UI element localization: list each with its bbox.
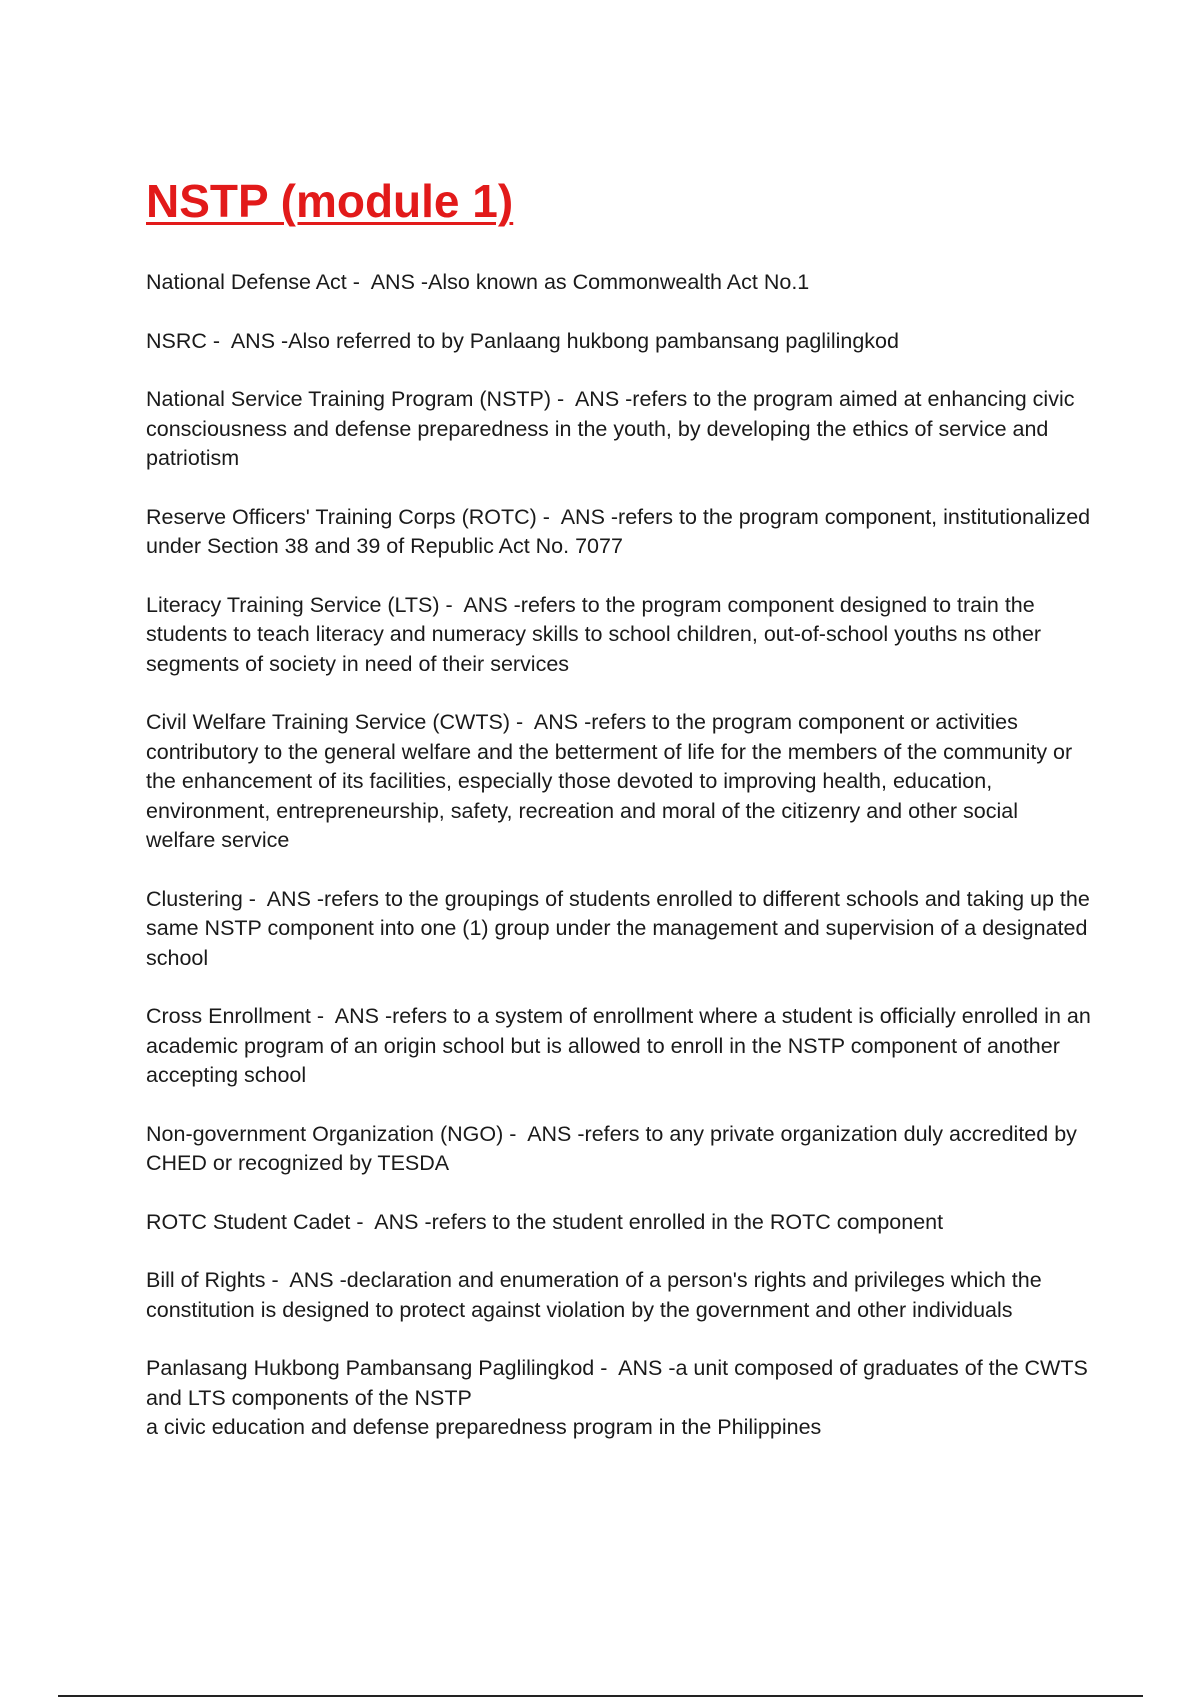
list-item	[146, 327, 1091, 357]
separator: -	[350, 1209, 375, 1234]
term: ROTC Student Cadet	[146, 1209, 351, 1234]
page-divider	[58, 1695, 1143, 1697]
answer: ANS -refers to the program aimed at enhancing civic consciousness and defense preparedness in the youth, by developing the ethics of service and patriotism	[146, 387, 1075, 470]
answer: ANS -refers to the student enrolled in the ROTC component	[374, 1209, 944, 1234]
answer: ANS -a unit composed of graduates of the CWTS and LTS components of the NSTP	[146, 1356, 1088, 1410]
term: Non-government Organization (NGO)	[146, 1121, 504, 1146]
separator: -	[503, 1121, 528, 1146]
list-item	[146, 1266, 1091, 1325]
answer: ANS -declaration and enumeration of a person's rights and privileges which the constitution is designed to protect against violation by the government and other individuals	[146, 1268, 1042, 1322]
separator: -	[536, 504, 561, 529]
term: Panlasang Hukbong Pambansang Paglilingkod	[146, 1356, 595, 1380]
answer: ANS -Also known as Commonwealth Act No.1	[370, 270, 810, 294]
separator: -	[206, 328, 231, 353]
list-item	[146, 268, 1091, 298]
answer: ANS -refers to the program component, institutionalized under Section 38 and 39 of Republic Act No. 7077	[146, 504, 1091, 558]
flashcard-list	[146, 268, 1091, 1472]
separator: -	[509, 710, 534, 734]
answer: ANS -refers to the program component designed to train the students to teach literacy and numeracy skills to school children, out-of-school youths ns other segments of society in need of their services	[146, 592, 1042, 676]
separator: -	[242, 886, 267, 911]
term: NSRC	[146, 328, 207, 353]
term: Bill of Rights	[146, 1268, 266, 1292]
answer: ANS -refers to the program component or activities contributory to the general welfare and the betterment of life for the members of the community or the enhancement of its facilities, especially those devoted to improving health, education, environment, entrepreneurship, safety, recreation and moral of the citizenry and other social welfare service	[146, 710, 1073, 852]
list-item	[146, 1002, 1091, 1091]
separator: -	[439, 592, 464, 617]
page-title: NSTP (module 1)	[146, 175, 514, 227]
separator: -	[346, 270, 371, 294]
term: Clustering	[146, 886, 243, 911]
list-item	[146, 591, 1091, 680]
term: Literacy Training Service (LTS)	[146, 592, 440, 617]
separator: -	[310, 1004, 335, 1028]
separator: -	[265, 1268, 290, 1292]
answer-extra: a civic education and defense preparedness program in the Philippines	[146, 1415, 822, 1439]
answer: ANS -refers to the groupings of students enrolled to different schools and taking up the same NSTP component into one (1) group under the management and supervision of a designated school	[146, 886, 1090, 970]
separator: -	[551, 387, 575, 411]
list-item	[146, 385, 1091, 474]
term: National Service Training Program (NSTP)	[146, 387, 552, 411]
separator: -	[594, 1356, 619, 1380]
term: National Defense Act	[146, 270, 347, 294]
list-item	[146, 503, 1091, 562]
answer: ANS -refers to any private organization duly accredited by CHED or recognized by TESDA	[146, 1121, 1077, 1175]
list-item	[146, 1354, 1091, 1443]
list-item	[146, 1208, 1091, 1238]
list-item	[146, 885, 1091, 974]
answer: ANS -refers to a system of enrollment where a student is officially enrolled in an academic program of an origin school but is allowed to enroll in the NSTP component of another accepting school	[146, 1004, 1091, 1087]
term: Reserve Officers' Training Corps (ROTC)	[146, 504, 537, 529]
list-item	[146, 708, 1091, 856]
term: Cross Enrollment	[146, 1004, 311, 1028]
term: Civil Welfare Training Service (CWTS)	[146, 710, 510, 734]
list-item	[146, 1120, 1091, 1179]
answer: ANS -Also referred to by Panlaang hukbong pambansang paglilingkod	[230, 328, 899, 353]
